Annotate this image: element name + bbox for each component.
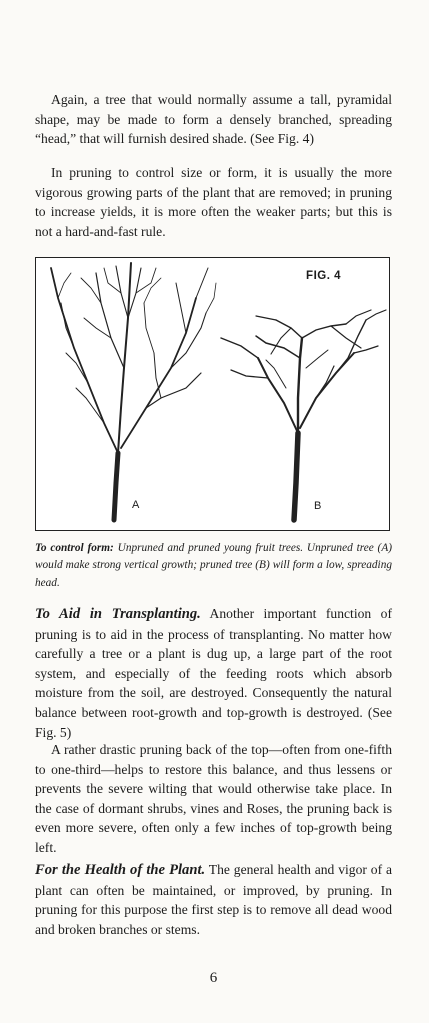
tree-b-trunk bbox=[294, 433, 298, 520]
figure-caption bbox=[35, 540, 392, 592]
section-text: Another important function of pruning is to aid in the process of transplanting. No matter how carefully a tree or a plant is dug up, a large part of the root system, and especially of the feeding roots which absorb moisture from the soil, are destroyed. Consequently the natural balance between root-growth and top-growth is destroyed. (See Fig. 5) bbox=[35, 606, 392, 740]
section-text: The general health and vigor of a plant can often be maintained, or improved, by pruning. In pruning for this purpose the first step is to remove all dead wood and broken branches or stems. bbox=[35, 862, 392, 937]
tree-a-label: A bbox=[132, 499, 140, 511]
caption-text: Unpruned and pruned young fruit trees. Unpruned tree (A) would make strong vertical growth; pruned tree (B) will form a low, spreading head. bbox=[35, 542, 392, 589]
figure-label: FIG. 4 bbox=[306, 270, 341, 282]
body-paragraph: In pruning to control size or form, it is usually the more vigorous growing parts of the plant that are removed; in pruning to increase yields, it is more often the weaker parts; but this is not a hard-and-fast rule. bbox=[35, 165, 392, 239]
body-paragraph: Again, a tree that would normally assume a tall, pyramidal shape, may be made to form a densely branched, spreading “head,” that will furnish desired shade. (See Fig. 4) bbox=[35, 92, 392, 147]
section-heading: To Aid in Transplanting. bbox=[35, 606, 201, 622]
figure-4 bbox=[35, 257, 390, 531]
tree-b-label: B bbox=[314, 500, 322, 512]
tree-illustration bbox=[36, 258, 389, 530]
caption-lead: To control form: bbox=[35, 542, 114, 554]
tree-a-trunk bbox=[114, 453, 118, 520]
body-paragraph: A rather drastic pruning back of the top—often from one-fifth to one-third—helps to restore this balance, and thus lessens or prevents the severe wilting that would otherwise take place. In the case of dormant shrubs, vines and Roses, the pruning back is even more severe, often only a few inches of top-growth being left. bbox=[35, 742, 392, 855]
page-number: 6 bbox=[209, 970, 218, 986]
section-paragraph bbox=[35, 860, 392, 939]
section-paragraph bbox=[35, 604, 392, 742]
section-heading: For the Health of the Plant. bbox=[35, 862, 206, 878]
